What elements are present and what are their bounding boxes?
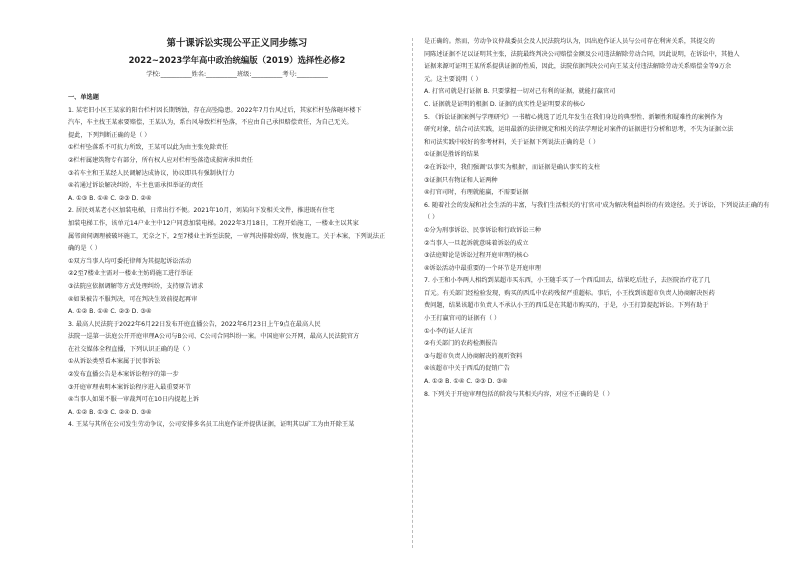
right-column: [424, 36, 772, 401]
text-line: ①分为刑事诉讼、民事诉讼和行政诉讼三种: [424, 226, 541, 234]
text-line: 4. 王某与其所在公司发生劳动争议，公司安排多名员工出庭作证并提供证据，证明其以矿工为由开除王某: [68, 421, 355, 429]
text-line: ④该超市中关于西瓜的促销广告: [424, 365, 510, 373]
text-line: ①双方当事人均可委托律师为其提起诉讼活动: [68, 257, 192, 265]
section-heading: 一、单选题: [68, 94, 99, 101]
text-line: 确的是（ ）: [68, 245, 101, 253]
page-subtitle: 2022~2023学年高中政治统编版（2019）选择性必修2: [128, 55, 346, 65]
text-line: 7. 小王和小李两人相约到某超市买东西，小王随手买了一个西瓜回去，结果吃后肚子，去医院治疗花了几: [424, 277, 711, 285]
text-line: 和司法实践中较好的参考材料，关于证据下列说法正确的是（ ）: [424, 138, 600, 146]
text-line: ②发布直播公告是本案诉讼程序的第一步: [68, 371, 179, 379]
text-line: ③开庭审理表明本案诉讼程序进入最重要环节: [68, 383, 192, 391]
text-line: 2. 居民刘某老小区加装电梯，日常出行不便。2021年10月，刘某向下发相关文件，推进既有住宅: [68, 207, 335, 215]
text-line: 同陈述证据不足以证明其主张，法院最终判决公司赔偿金额及公司违法解除劳动合同，因此说明，在诉讼中，其他人: [424, 50, 740, 58]
text-line: ④如果被告不服判决，可在判决生效前提起再审: [68, 295, 198, 303]
text-line: 百元。有关部门经检验发现，购买的西瓜中农药残留严重超标。事后，小王找到该超市负责人协商解决医药: [424, 289, 715, 297]
text-line: ①栏杆坠落系不可抗力所致，王某可以此为由主张免除责任: [68, 144, 229, 152]
text-line: 在社交媒体全程直播，下列认识正确的是（ ）: [68, 345, 194, 353]
text-line: A. ①② B. ①③ C. ②④ D. ③④: [68, 408, 152, 416]
text-line: A. ①② B. ①④ C. ②③ D. ③④: [68, 308, 152, 316]
text-line: ①证据是胜诉的结果: [424, 151, 480, 159]
text-line: C. 证据就是证明的根据 D. 证据的真实性是证明要求的核心: [424, 100, 586, 108]
right-body: [424, 36, 772, 401]
text-line: ③若车主和王某经人民调解达成协议，协议即具有强制执行力: [68, 169, 235, 177]
text-line: ①小李的证人证言: [424, 327, 473, 335]
text-line: ②2至7楼业主需对一楼业主妨碍施工进行举证: [68, 270, 193, 278]
text-line: ④诉讼活动中最重要的一个环节是开庭审理: [424, 264, 541, 272]
text-line: ③与超市负责人协商解决的视听资料: [424, 352, 523, 360]
page-title: 第十课诉讼实现公平正义同步练习: [166, 38, 308, 49]
text-line: ③证据只有物证和人证两种: [424, 176, 498, 184]
text-line: ④打官司时，有理就能赢，不需要证据: [424, 189, 529, 197]
text-line: 元。这主要说明（ ）: [424, 75, 482, 83]
text-line: 5. 《诉讼证据案例与学理研究》一书精心挑选了近几年发生在我们身边的典型性、新颖性和疑难性的案例作为: [424, 113, 723, 121]
text-line: 汽车，车主找王某索要赔偿，王某认为，系台风导致栏杆坠落，不应由自己承担赔偿责任，为自己无关。: [68, 119, 353, 127]
text-line: 6. 随着社会的发展和社会生活的丰富，与我们生活相关的'打官司'成为解决利益纠纷的有效途径。关于诉讼，下列说法正确的有: [424, 201, 770, 209]
text-line: ②栏杆属建筑物专有部分，所有权人应对栏杆坠落造成损害承担责任: [68, 156, 253, 164]
left-column: [68, 36, 406, 432]
text-line: 加装电梯工作，该单元14户业主中12户同意加装电梯。2022年3月18日，工程开始施工，一楼业主以其家: [68, 219, 359, 227]
text-line: A. ①③ B. ①④ C. ②③ D. ②④: [68, 194, 152, 202]
text-line: ②在诉讼中，我们强调'以事实为根据'，而证据是确认事实的支柱: [424, 163, 601, 171]
column-divider: [412, 38, 413, 548]
text-line: A. ①② B. ①④ C. ②③ D. ③④: [424, 378, 508, 386]
text-line: ③法院应依据调解等方式处理纠纷，支持原告请求: [68, 282, 204, 290]
text-line: 研究对象，结合司法实践，运用最新的法律规定和相关的法学理论对案件的证据进行分析和思考，不失为证据立法: [424, 126, 734, 134]
text-line: 3. 最高人民法院于2022年6月22日发布开庭直播公告，2022年6月23日上午9点在最高人民: [68, 320, 321, 328]
text-line: 提此，下列判断正确的是（ ）: [68, 131, 151, 139]
left-body: [68, 105, 406, 432]
text-line: 证据来源可证明王某所系提供证据的性质，因此，法院依据判决公司向王某支付违法解除劳动关系赔偿金等9万余: [424, 63, 732, 71]
text-line: （ ）: [424, 214, 439, 222]
text-line: 法院一巡第一法庭公开开庭审理A公司与B公司、C公司合同纠纷一案。中国庭审公开网，最高人民法院官方: [68, 333, 360, 341]
text-line: ④若通过诉讼解决纠纷，车主也需承担举证的责任: [68, 182, 204, 190]
text-line: 属邻窗伺调理被破坏施工，无奈之下，2至7楼业主诉至法院，一审判决排除妨碍，恢复施工。关于本案，下列说法正: [68, 232, 386, 240]
text-line: ①从诉讼类型看本案属于民事诉讼: [68, 358, 161, 366]
text-line: ②当事人一旦起诉就意味着诉讼的成立: [424, 239, 529, 247]
text-line: 是正确的。然而，劳动争议仲裁委员会及人民法院均认为，因出庭作证人员与公司存在利害关系，其提交的: [424, 38, 715, 45]
spacer: [68, 82, 406, 92]
text-line: 8. 下列关于开庭审理包括的阶段与其相关内容，对应不正确的是（ ）: [424, 390, 614, 398]
text-line: ②有关部门的农药检测报告: [424, 340, 498, 348]
text-line: 费问题，结果该超市负责人不承认小王的西瓜是在其超市购买的，于是，小王打算提起诉讼。下列有助于: [424, 302, 709, 310]
text-line: ③法庭辩论是诉讼过程开庭审理的核心: [424, 252, 529, 260]
text-line: 1. 某宅旧小区王某家的阳台栏杆因长期锈蚀，存在高坠隐患。2022年7月台风过后，其家栏杆坠落砸坏楼下: [68, 106, 362, 114]
text-line: 小王打赢官司的证据有（ ）: [424, 315, 501, 323]
student-info-line: 学校:__________姓名:__________班级:__________考号:__________: [146, 71, 328, 78]
text-line: ④当事人如果不服一审裁判可在10日内提起上诉: [68, 396, 199, 404]
text-line: A. 打官司就是打证据 B. 只要掌握一切对己有利的证据，就能打赢官司: [424, 88, 616, 96]
